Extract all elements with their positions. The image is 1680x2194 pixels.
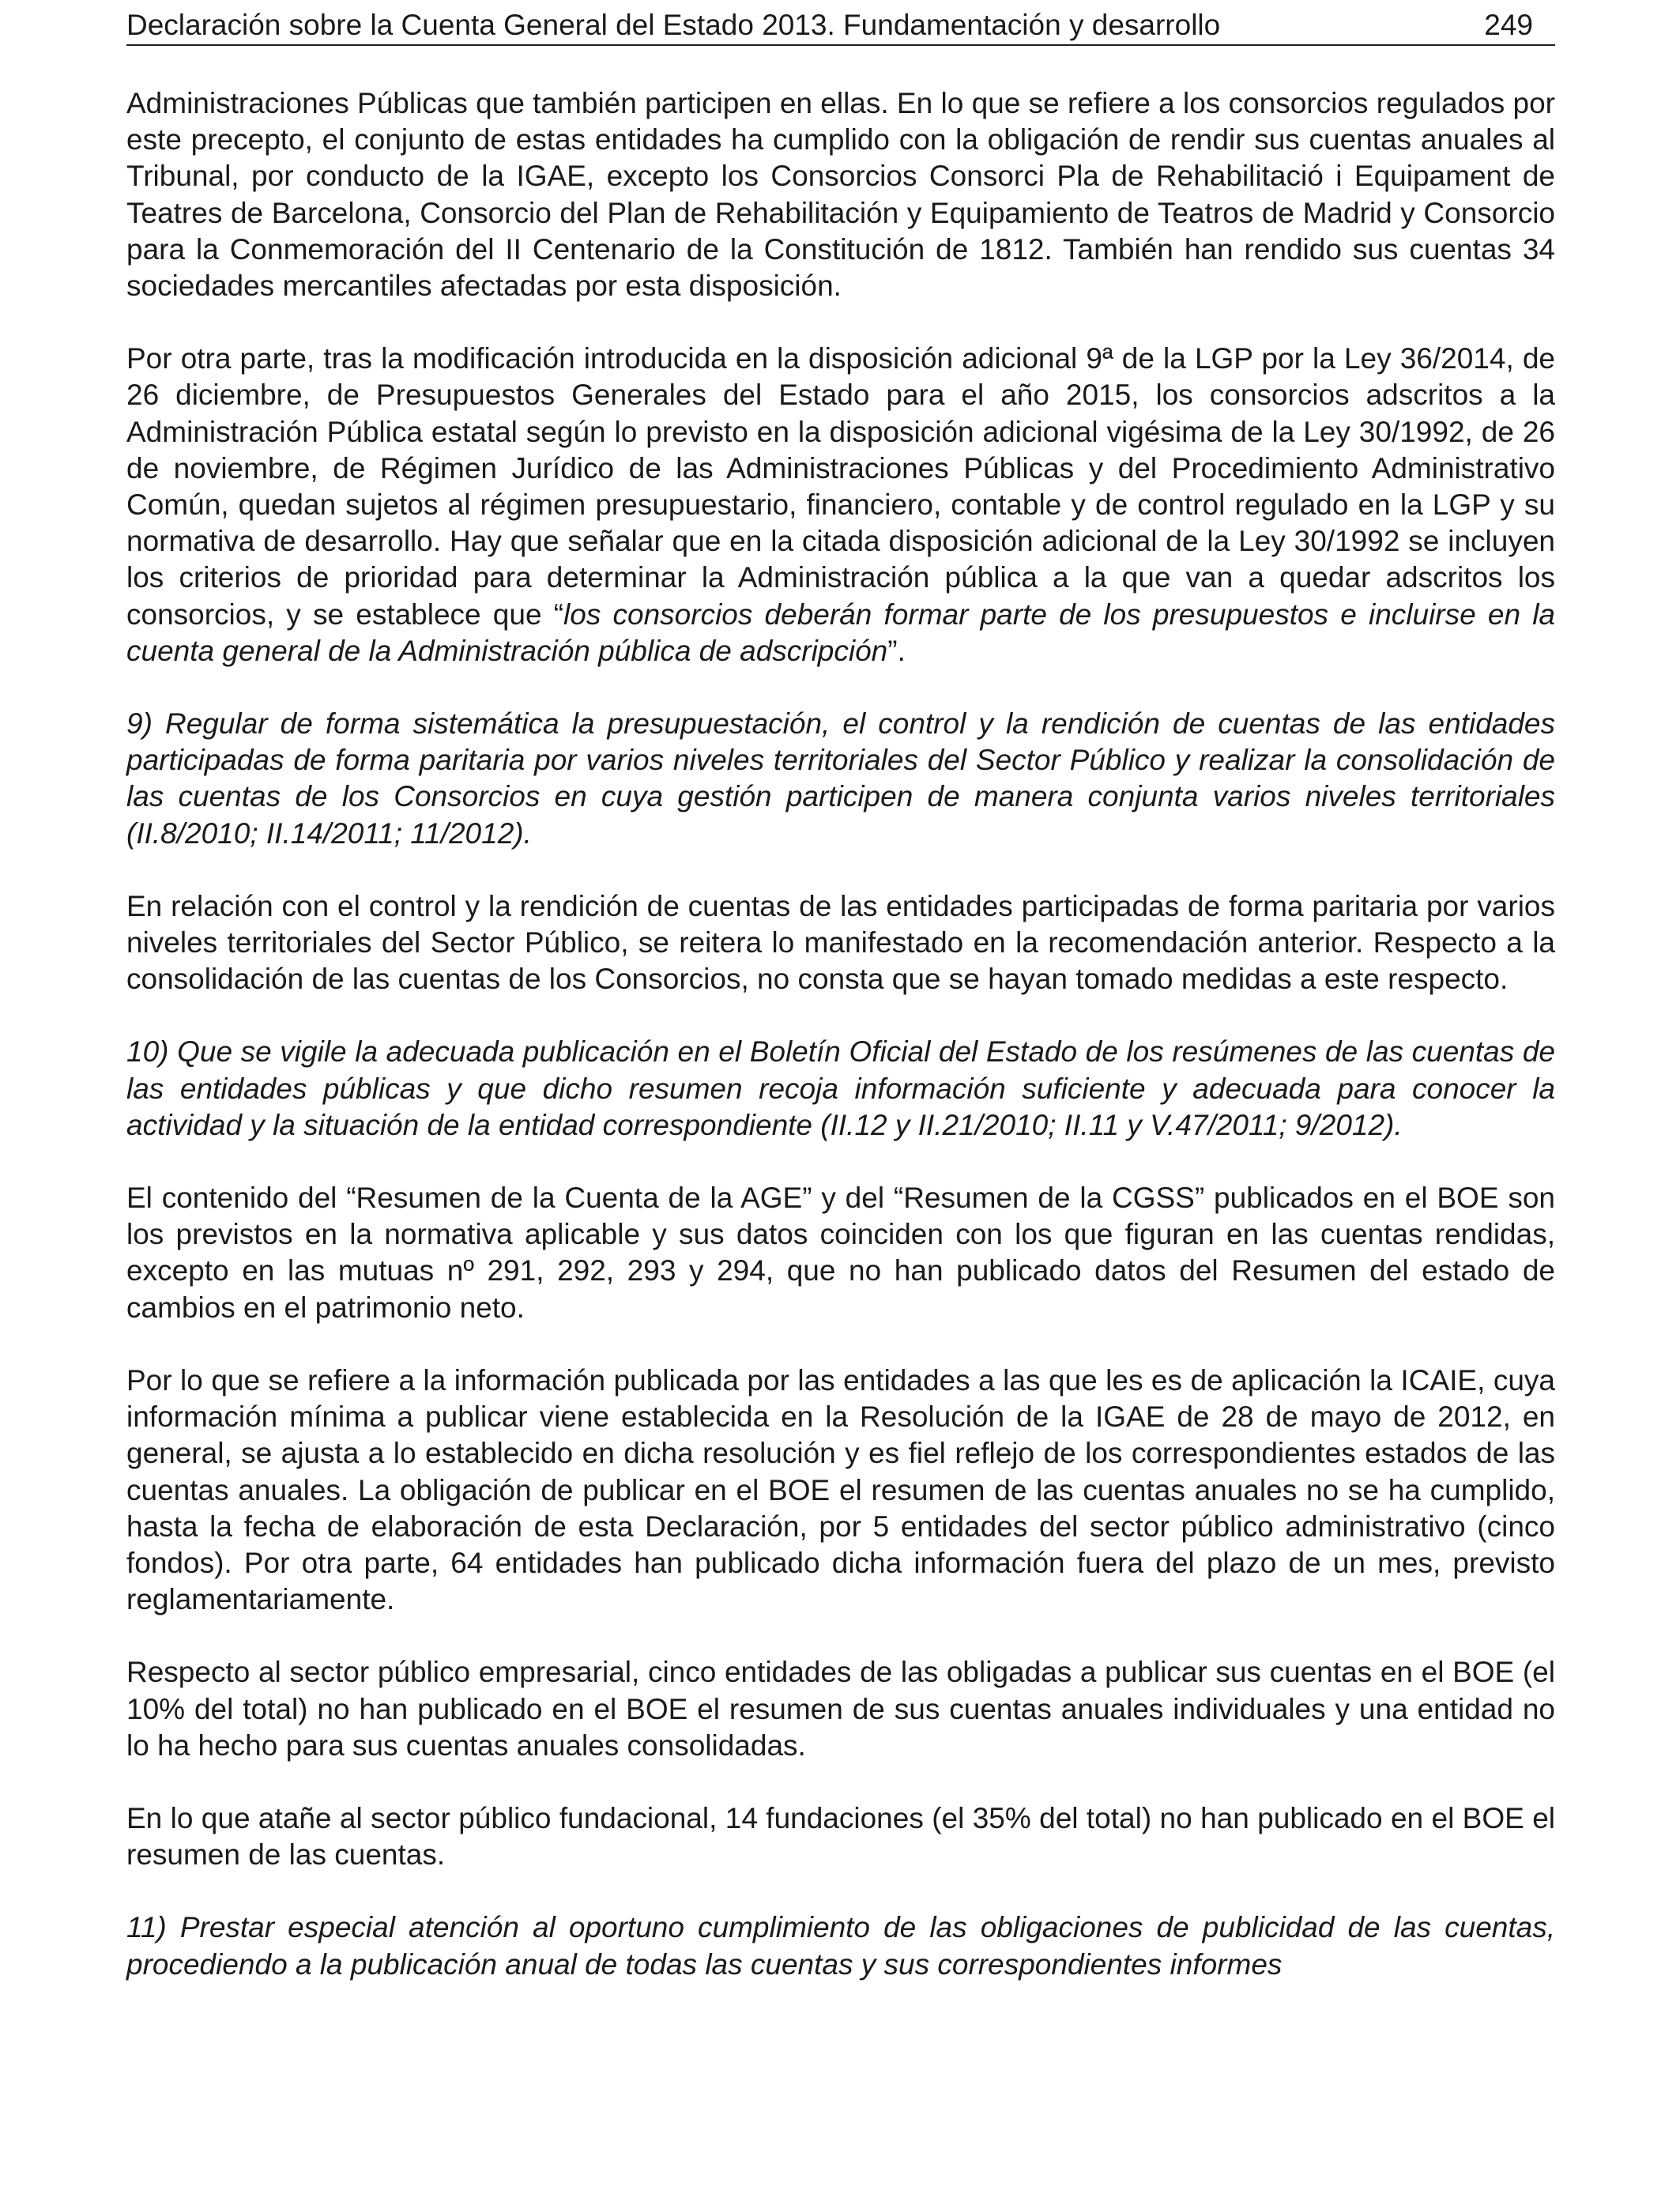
page-number: 249 (1484, 9, 1533, 41)
paragraph-control-rendicion: En relación con el control y la rendición de cuentas de las entidades participadas de forma paritaria por varios niveles territoriales del Sector Público, se reitera lo manifestado en la recomendación anterior. Respecto a la consolidación de las cuentas de los Consorcios, no consta que se hayan tomado medidas a este respecto. (126, 889, 1555, 996)
paragraph-text: Por otra parte, tras la modificación introducida en la disposición adicional 9ª de la LGP por la Ley 36/2014, de 26 diciembre, de Presupuestos Generales del Estado para el año 2015, los consorcios adscritos a la Administración Pública estatal según lo previsto en la disposición adicional vigésima de la Ley 30/1992, de 26 de noviembre, de Régimen Jurídico de las Administraciones Públicas y del Procedimiento Administrativo Común, quedan sujetos al régimen presupuestario, financiero, contable y de control regulado en la LGP y su normativa de desarrollo. Hay que señalar que en la citada disposición adicional de la Ley 30/1992 se incluyen los criterios de prioridad para determinar la Administración pública a la que van a quedar adscritos los consorcios, y se establece que “ (126, 342, 1555, 631)
paragraph-modificacion-lgp (126, 341, 1555, 669)
paragraph-sector-empresarial: Respecto al sector público empresarial, cinco entidades de las obligadas a publicar sus cuentas en el BOE (el 10% del total) no han publicado en el BOE el resumen de sus cuentas anuales individuales y una entidad no lo ha hecho para sus cuentas anuales consolidadas. (126, 1656, 1555, 1762)
recommendation-10: 10) Que se vigile la adecuada publicación en el Boletín Oficial del Estado de los resúmenes de las cuentas de las entidades públicas y que dicho resumen recoja información suficiente y adecuada para conocer la actividad y la situación de la entidad correspondiente (II.12 y II.21/2010; II.11 y V.47/2011; 9/2012). (126, 1035, 1555, 1141)
header-title: Declaración sobre la Cuenta General del Estado 2013. Fundamentación y desarrollo (126, 9, 1221, 41)
paragraph-consorcios-rendicion: Administraciones Públicas que también participen en ellas. En lo que se refiere a los consorcios regulados por este precepto, el conjunto de estas entidades ha cumplido con la obligación de rendir sus cuentas anuales al Tribunal, por conducto de la IGAE, excepto los Consorcios Consorci Pla de Rehabilitació i Equipament de Teatres de Barcelona, Consorcio del Plan de Rehabilitación y Equipamiento de Teatros de Madrid y Consorcio para la Conmemoración del II Centenario de la Constitución de 1812. También han rendido sus cuentas 34 sociedades mercantiles afectadas por esta disposición. (126, 87, 1555, 303)
paragraph-text-end: ”. (887, 634, 906, 667)
paragraph-sector-fundacional: En lo que atañe al sector público fundacional, 14 fundaciones (el 35% del total) no han publicado en el BOE el resumen de las cuentas. (126, 1801, 1555, 1872)
running-header (126, 8, 1555, 46)
body-text (126, 85, 1555, 2019)
paragraph-icaie: Por lo que se refiere a la información publicada por las entidades a las que les es de aplicación la ICAIE, cuya información mínima a publicar viene establecida en la Resolución de la IGAE de 28 de mayo de 2012, en general, se ajusta a lo establecido en dicha resolución y es fiel reflejo de los correspondientes estados de las cuentas anuales. La obligación de publicar en el BOE el resumen de las cuentas anuales no se ha cumplido, hasta la fecha de elaboración de esta Declaración, por 5 entidades del sector público administrativo (cinco fondos). Por otra parte, 64 entidades han publicado dicha información fuera del plazo de un mes, previsto reglamentariamente. (126, 1363, 1555, 1616)
quoted-text: los consorcios deberán formar parte de los presupuestos e incluirse en la cuenta general de la Administración pública de adscripción (126, 598, 1555, 667)
recommendation-11: 11) Prestar especial atención al oportuno cumplimiento de las obligaciones de publicidad de las cuentas, procediendo a la publicación anual de todas las cuentas y sus correspondientes informes (126, 1911, 1555, 1981)
paragraph-resumen-boe: El contenido del “Resumen de la Cuenta de la AGE” y del “Resumen de la CGSS” publicados en el BOE son los previstos en la normativa aplicable y sus datos coinciden con los que figuran en las cuentas rendidas, excepto en las mutuas nº 291, 292, 293 y 294, que no han publicado datos del Resumen del estado de cambios en el patrimonio neto. (126, 1182, 1555, 1324)
recommendation-9: 9) Regular de forma sistemática la presupuestación, el control y la rendición de cuentas de las entidades participadas de forma paritaria por varios niveles territoriales del Sector Público y realizar la consolidación de las cuentas de los Consorcios en cuya gestión participen de manera conjunta varios niveles territoriales (II.8/2010; II.14/2011; 11/2012). (126, 707, 1555, 850)
